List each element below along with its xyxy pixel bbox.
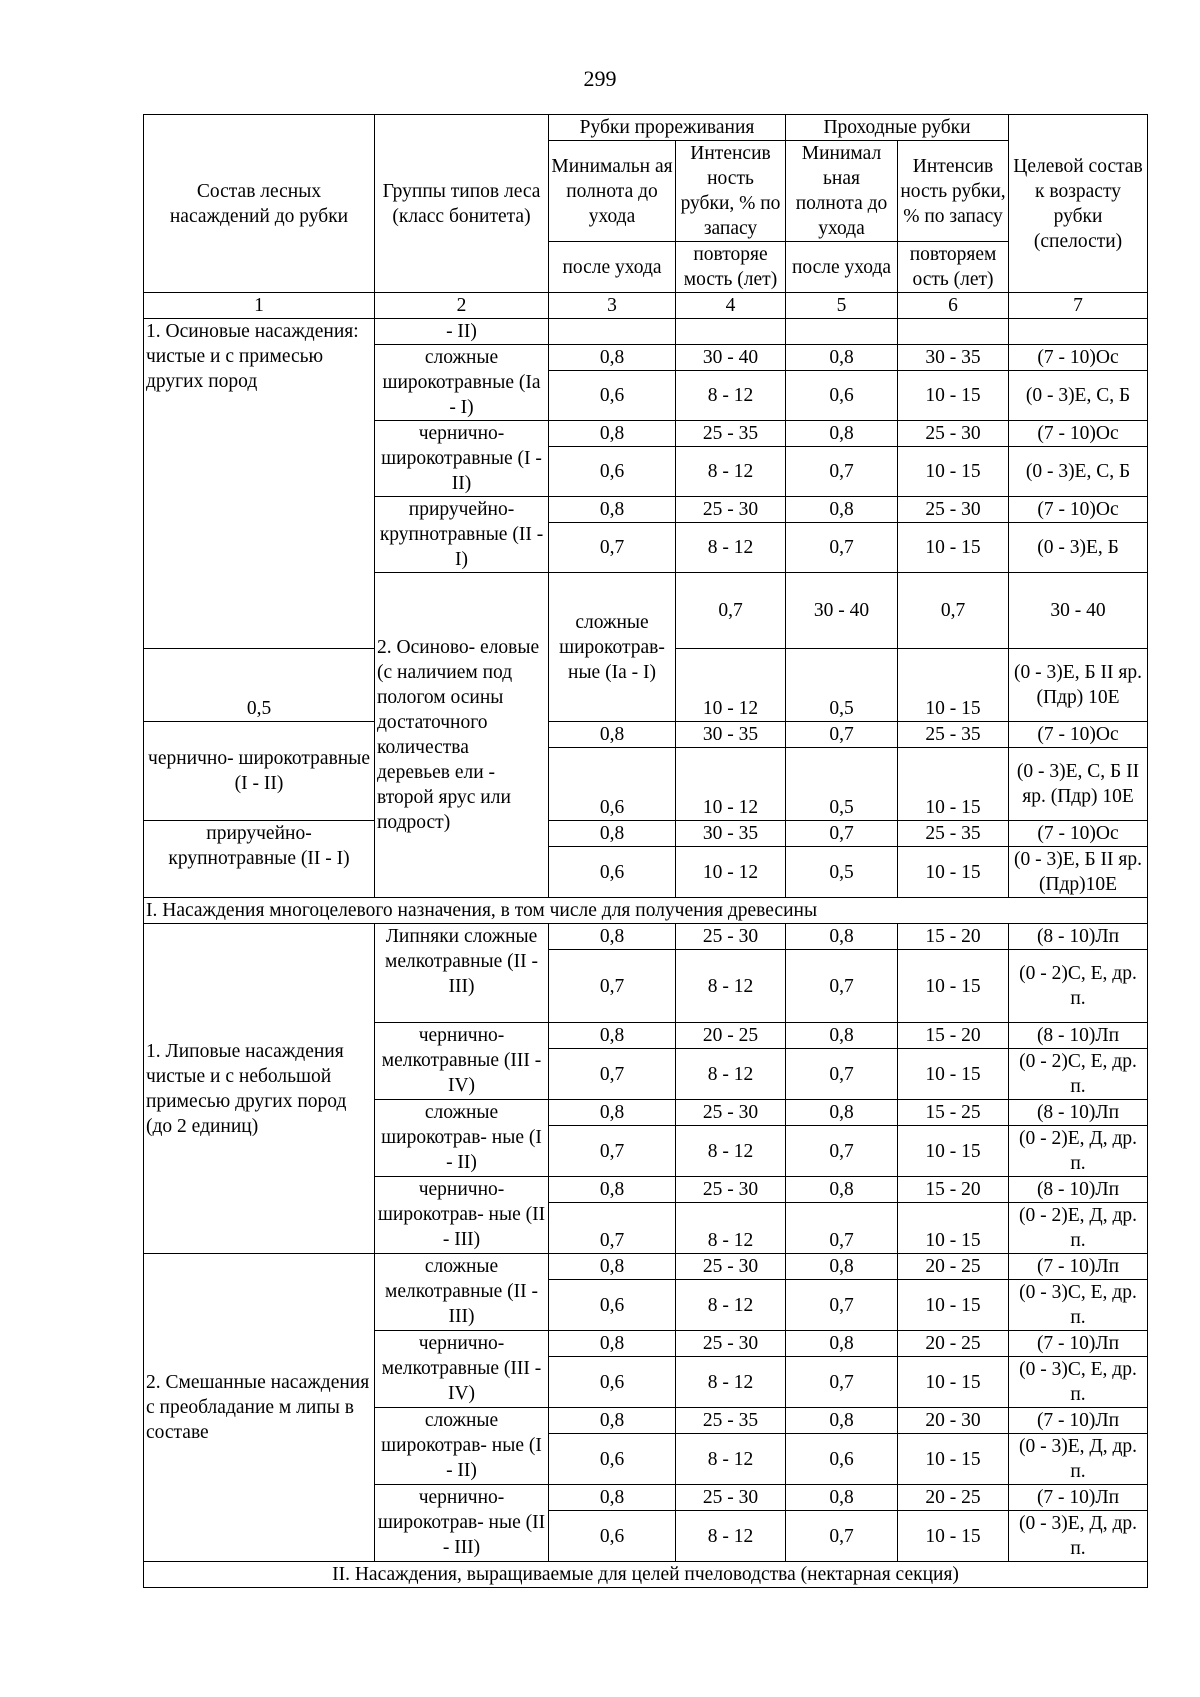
forest-type: сложные широкотрав- ные (Ia - I) <box>549 573 676 722</box>
min-density-passage-cell: 0,8 <box>786 1023 898 1049</box>
intensity-passage-cell: 10 - 15 <box>898 1357 1009 1408</box>
intensity-cell: 8 - 12 <box>676 1357 786 1408</box>
header-composition: Состав лесных насаждений до рубки <box>144 115 375 293</box>
min-density-cell: 0,8 <box>549 1254 676 1280</box>
target-composition-cell: (0 - 3)Е, Д, др. п. <box>1009 1434 1148 1485</box>
intensity-cell: 25 - 30 <box>676 1254 786 1280</box>
section-title: II. Насаждения, выращиваемые для целей пчеловодства (нектарная секция) <box>144 1562 1148 1588</box>
intensity-passage-cell: 30 - 40 <box>1009 573 1148 649</box>
forest-type: чернично- мелкотравные (III - IV) <box>375 1331 549 1408</box>
min-density-passage-cell: 0,6 <box>786 371 898 421</box>
composition-linden: 1. Липовые насаждения чистые и с небольшой примесью других пород (до 2 единиц) <box>144 924 375 1254</box>
header-thinning: Рубки прореживания <box>549 115 786 141</box>
min-density-cell: 0,7 <box>549 1049 676 1100</box>
header-after-care-2: после ухода <box>786 242 898 293</box>
header-repeat: повторяе мость (лет) <box>676 242 786 293</box>
intensity-cell: 30 - 35 <box>676 722 786 748</box>
silviculture-table <box>143 114 1148 1588</box>
col-number: 7 <box>1009 293 1148 319</box>
min-density-cell: 0,6 <box>549 371 676 421</box>
intensity-passage-cell: 10 - 15 <box>898 1434 1009 1485</box>
min-density-passage-cell: 0,7 <box>786 1126 898 1177</box>
intensity-passage-cell: 10 - 15 <box>898 447 1009 497</box>
intensity-passage-cell: 10 - 15 <box>898 1511 1009 1562</box>
header-after-care: после ухода <box>549 242 676 293</box>
intensity-passage-cell: 10 - 15 <box>898 1280 1009 1331</box>
intensity-cell: 25 - 35 <box>676 1408 786 1434</box>
intensity-cell: 10 - 12 <box>676 649 786 722</box>
intensity-cell: 25 - 30 <box>676 1177 786 1203</box>
intensity-passage-cell: 10 - 15 <box>898 950 1009 1023</box>
min-density-passage-cell: 0,8 <box>786 1177 898 1203</box>
target-composition-cell: (0 - 2)С, Е, др. п. <box>1009 950 1148 1023</box>
min-density-passage-cell: 0,8 <box>786 345 898 371</box>
intensity-cell: 8 - 12 <box>676 371 786 421</box>
header-passage: Проходные рубки <box>786 115 1009 141</box>
min-density-cell: 0,7 <box>676 573 786 649</box>
header-forest-types: Группы типов леса (класс бонитета) <box>375 115 549 293</box>
target-composition-cell: (0 - 3)С, Е, др. п. <box>1009 1280 1148 1331</box>
composition-aspen: 1. Осиновые насаждения: чистые и с примесью других пород <box>144 319 375 649</box>
intensity-cell: 8 - 12 <box>676 523 786 573</box>
intensity-passage-cell: 10 - 15 <box>898 748 1009 821</box>
target-composition-cell: (0 - 2)Е, Д, др. п. <box>1009 1126 1148 1177</box>
section-title: I. Насаждения многоцелевого назначения, в том числе для получения древесины <box>144 898 1148 924</box>
col-number: 2 <box>375 293 549 319</box>
intensity-passage-cell: 30 - 35 <box>898 345 1009 371</box>
intensity-passage-cell: 15 - 25 <box>898 1100 1009 1126</box>
min-density-cell: 0,7 <box>549 950 676 1023</box>
min-density-cell: 0,6 <box>549 1434 676 1485</box>
min-density-passage-cell: 0,7 <box>898 573 1009 649</box>
min-density-passage-cell: 0,8 <box>786 924 898 950</box>
min-density-cell: 0,7 <box>549 523 676 573</box>
target-composition-cell: (7 - 10)Ос <box>1009 421 1148 447</box>
intensity-passage-cell: 10 - 15 <box>898 847 1009 898</box>
min-density-cell: 0,6 <box>549 447 676 497</box>
intensity-passage-cell: 10 - 15 <box>898 371 1009 421</box>
header-repeat-2: повторяем ость (лет) <box>898 242 1009 293</box>
min-density-cell: 0,6 <box>549 1280 676 1331</box>
intensity-cell: 8 - 12 <box>676 1280 786 1331</box>
target-composition-cell: (7 - 10)Лп <box>1009 1331 1148 1357</box>
intensity-passage-cell: 25 - 35 <box>898 821 1009 847</box>
min-density-cell: 0,8 <box>549 421 676 447</box>
target-composition-cell: (7 - 10)Лп <box>1009 1485 1148 1511</box>
intensity-passage-cell: 10 - 15 <box>898 649 1009 722</box>
min-density-cell: 0,8 <box>549 1100 676 1126</box>
min-density-passage-cell: 0,5 <box>786 748 898 821</box>
min-density-cell: 0,8 <box>549 345 676 371</box>
target-composition-cell: (7 - 10)Ос <box>1009 821 1148 847</box>
col-number: 5 <box>786 293 898 319</box>
target-composition-cell: (0 - 3)Е, Б II яр.(Пдр)10Е <box>1009 847 1148 898</box>
target-composition-cell: (0 - 3)Е, С, Б <box>1009 447 1148 497</box>
intensity-passage-cell: 20 - 25 <box>898 1331 1009 1357</box>
col-number: 6 <box>898 293 1009 319</box>
intensity-cell: 8 - 12 <box>676 1126 786 1177</box>
min-density-passage-cell: 0,8 <box>786 1408 898 1434</box>
intensity-cell: 10 - 12 <box>676 748 786 821</box>
header-intensity: Интенсив ность рубки, % по запасу <box>676 141 786 242</box>
forest-type: чернично- широкотрав- ные (II - III) <box>375 1485 549 1562</box>
intensity-cell: 25 - 35 <box>676 421 786 447</box>
intensity-cell: 10 - 12 <box>676 847 786 898</box>
intensity-passage-cell: 10 - 15 <box>898 1203 1009 1254</box>
min-density-passage-cell: 0,5 <box>786 847 898 898</box>
min-density-passage-cell: 0,8 <box>786 1254 898 1280</box>
intensity-passage-cell: 20 - 25 <box>898 1485 1009 1511</box>
header-min-density-2: Минимал ьная полнота до ухода <box>786 141 898 242</box>
forest-type: сложные широкотрав- ные (I - II) <box>375 1408 549 1485</box>
composition-aspen-spruce: 2. Осиново- еловые (с наличием под пологом осины достаточного количества деревьев ели - второй ярус или подрост) <box>375 573 549 898</box>
intensity-passage-cell: 15 - 20 <box>898 1177 1009 1203</box>
intensity-cell: 8 - 12 <box>676 447 786 497</box>
forest-type: чернично- широкотрав- ные (II - III) <box>375 1177 549 1254</box>
forest-type: сложные широкотрав- ные (I - II) <box>375 1100 549 1177</box>
target-composition-cell: (8 - 10)Лп <box>1009 1100 1148 1126</box>
min-density-cell: 0,8 <box>549 497 676 523</box>
min-density-passage-cell: 0,7 <box>786 523 898 573</box>
forest-type: сложные широкотравные (Ia - I) <box>375 345 549 421</box>
intensity-cell: 25 - 30 <box>676 1100 786 1126</box>
target-composition-cell: (0 - 3)Е, Б <box>1009 523 1148 573</box>
intensity-cell: 8 - 12 <box>676 950 786 1023</box>
intensity-passage-cell: 20 - 30 <box>898 1408 1009 1434</box>
intensity-cell: 30 - 40 <box>676 345 786 371</box>
header-intensity-2: Интенсив ность рубки, % по запасу <box>898 141 1009 242</box>
min-density-cell: 0,8 <box>549 924 676 950</box>
min-density-passage-cell: 0,7 <box>786 1049 898 1100</box>
intensity-passage-cell: 10 - 15 <box>898 523 1009 573</box>
forest-type: чернично- мелкотравные (III - IV) <box>375 1023 549 1100</box>
min-density-passage-cell: 0,8 <box>786 1485 898 1511</box>
intensity-passage-cell: 10 - 15 <box>898 1049 1009 1100</box>
min-density-passage-cell: 0,7 <box>786 821 898 847</box>
min-density-cell: 0,8 <box>549 1331 676 1357</box>
intensity-cell: 30 - 35 <box>676 821 786 847</box>
intensity-cell: 25 - 30 <box>676 1485 786 1511</box>
min-density-passage-cell: 0,5 <box>786 649 898 722</box>
col-number: 4 <box>676 293 786 319</box>
min-density-passage-cell: 0,7 <box>786 722 898 748</box>
min-density-passage-cell: 0,7 <box>786 1357 898 1408</box>
target-composition-cell: (7 - 10)Ос <box>1009 497 1148 523</box>
min-density-cell: 0,6 <box>549 847 676 898</box>
min-density-passage-cell: 0,7 <box>786 950 898 1023</box>
forest-type: Липняки сложные мелкотравные (II - III) <box>375 924 549 1023</box>
page-number: 299 <box>583 66 617 91</box>
min-density-cell: 0,8 <box>549 1485 676 1511</box>
forest-type: чернично- широкотравные (I - II) <box>375 421 549 497</box>
min-density-passage-cell: 0,7 <box>786 1280 898 1331</box>
forest-type: приручейно- крупнотравные (II - I) <box>375 497 549 573</box>
target-composition-cell: (7 - 10)Ос <box>1009 345 1148 371</box>
min-density-cell: 0,6 <box>549 1511 676 1562</box>
min-density-cell: 0,6 <box>549 748 676 821</box>
target-composition-cell: (0 - 3)Е, Д, др. п. <box>1009 1511 1148 1562</box>
min-density-passage-cell: 0,8 <box>786 421 898 447</box>
intensity-cell: 8 - 12 <box>676 1203 786 1254</box>
intensity-cell: 30 - 40 <box>786 573 898 649</box>
header-min-density: Минимальн ая полнота до ухода <box>549 141 676 242</box>
intensity-cell: 25 - 30 <box>676 924 786 950</box>
min-density-cell: 0,8 <box>549 1408 676 1434</box>
intensity-cell: 8 - 12 <box>676 1511 786 1562</box>
intensity-passage-cell: 25 - 30 <box>898 497 1009 523</box>
min-density-cell: 0,7 <box>549 1126 676 1177</box>
target-composition-cell: (0 - 3)Е, Б II яр. (Пдр) 10Е <box>1009 649 1148 722</box>
intensity-cell: 25 - 30 <box>676 1331 786 1357</box>
col-number: 1 <box>144 293 375 319</box>
intensity-passage-cell: 10 - 15 <box>898 1126 1009 1177</box>
min-density-passage-cell: 0,7 <box>786 1511 898 1562</box>
target-composition-cell: (0 - 3)Е, С, Б II яр. (Пдр) 10Е <box>1009 748 1148 821</box>
min-density-passage-cell: 0,8 <box>786 497 898 523</box>
min-density-cell: 0,8 <box>549 1023 676 1049</box>
forest-type: приручейно- крупнотравные (II - I) <box>144 821 375 898</box>
intensity-cell: 8 - 12 <box>676 1049 786 1100</box>
min-density-cell: 0,5 <box>144 649 375 722</box>
target-composition-cell: (0 - 3)С, Е, др. п. <box>1009 1357 1148 1408</box>
target-composition-cell: (7 - 10)Лп <box>1009 1408 1148 1434</box>
target-composition-cell: (0 - 2)Е, Д, др. п. <box>1009 1203 1148 1254</box>
min-density-passage-cell: 0,8 <box>786 1100 898 1126</box>
min-density-passage-cell: 0,6 <box>786 1434 898 1485</box>
min-density-passage-cell: 0,7 <box>786 1203 898 1254</box>
forest-type-continuation: - II) <box>375 319 549 345</box>
intensity-cell: 25 - 30 <box>676 497 786 523</box>
target-composition-cell: (7 - 10)Ос <box>1009 722 1148 748</box>
intensity-passage-cell: 20 - 25 <box>898 1254 1009 1280</box>
min-density-cell: 0,8 <box>549 821 676 847</box>
intensity-passage-cell: 15 - 20 <box>898 924 1009 950</box>
target-composition-cell: (0 - 2)С, Е, др. п. <box>1009 1049 1148 1100</box>
forest-type: сложные мелкотравные (II - III) <box>375 1254 549 1331</box>
min-density-cell: 0,8 <box>549 1177 676 1203</box>
intensity-cell: 20 - 25 <box>676 1023 786 1049</box>
header-target: Целевой состав к возрасту рубки (спелости) <box>1009 115 1148 293</box>
intensity-passage-cell: 15 - 20 <box>898 1023 1009 1049</box>
target-composition-cell: (8 - 10)Лп <box>1009 924 1148 950</box>
intensity-passage-cell: 25 - 35 <box>898 722 1009 748</box>
target-composition-cell: (8 - 10)Лп <box>1009 1023 1148 1049</box>
target-composition-cell: (0 - 3)Е, С, Б <box>1009 371 1148 421</box>
min-density-passage-cell: 0,7 <box>786 447 898 497</box>
min-density-cell: 0,6 <box>549 1357 676 1408</box>
intensity-cell: 8 - 12 <box>676 1434 786 1485</box>
col-number: 3 <box>549 293 676 319</box>
forest-type: чернично- широкотравные (I - II) <box>144 722 375 821</box>
min-density-cell: 0,8 <box>549 722 676 748</box>
target-composition-cell: (7 - 10)Лп <box>1009 1254 1148 1280</box>
composition-mixed-linden: 2. Смешанные насаждения с преобладание м липы в составе <box>144 1254 375 1562</box>
min-density-cell: 0,7 <box>549 1203 676 1254</box>
target-composition-cell: (8 - 10)Лп <box>1009 1177 1148 1203</box>
intensity-passage-cell: 25 - 30 <box>898 421 1009 447</box>
min-density-passage-cell: 0,8 <box>786 1331 898 1357</box>
